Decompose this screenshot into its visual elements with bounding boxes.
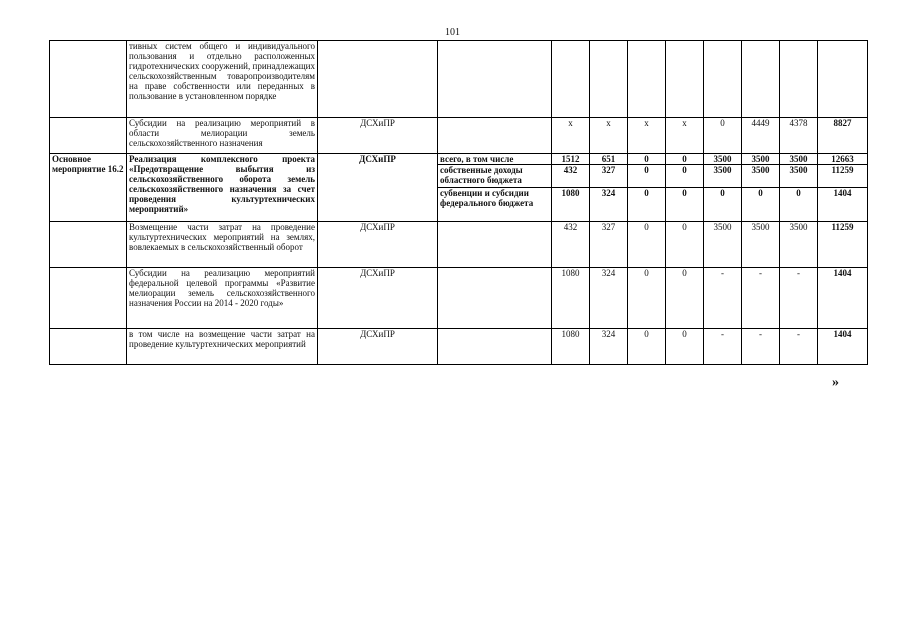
cell-value: -: [780, 329, 818, 365]
cell-executor: ДСХиПР: [318, 222, 438, 268]
cell-value: 4449: [742, 118, 780, 154]
page-number: 101: [445, 27, 460, 38]
cell-value: 3500: [780, 222, 818, 268]
cell-value: -: [742, 268, 780, 329]
cell-value: 432: [552, 222, 590, 268]
cell-source: [438, 118, 552, 154]
cell-source: [438, 268, 552, 329]
cell-value: -: [742, 329, 780, 365]
cell-total: 1404: [818, 188, 868, 222]
cell-value: 0: [666, 188, 704, 222]
table-row: [50, 118, 868, 154]
cell-event-code: Основное мероприятие 16.2: [50, 154, 127, 222]
cell-value: 0: [628, 188, 666, 222]
cell-value: [780, 41, 818, 118]
cell-value: 3500: [742, 222, 780, 268]
cell-value: 0: [704, 118, 742, 154]
cell-value: [552, 41, 590, 118]
cell-value: 0: [628, 329, 666, 365]
cell-event-name: Субсидии на реализацию мероприятий федеральной целевой программы «Развитие мелиорации земель сельскохозяйственного назначения России на 2014 - 2020 годы»: [127, 268, 318, 329]
cell-value: 0: [666, 165, 704, 188]
cell-source: субвенции и субсидии федерального бюджета: [438, 188, 552, 222]
cell-value: х: [666, 118, 704, 154]
cell-value: [628, 41, 666, 118]
cell-value: 3500: [780, 154, 818, 165]
cell-value: 1512: [552, 154, 590, 165]
cell-executor: ДСХиПР: [318, 118, 438, 154]
table-row: [50, 41, 868, 118]
cell-value: 327: [590, 165, 628, 188]
cell-value: 0: [666, 222, 704, 268]
cell-executor: ДСХиПР: [318, 154, 438, 222]
cell-value: 0: [666, 154, 704, 165]
cell-value: 324: [590, 329, 628, 365]
cell-executor: ДСХиПР: [318, 329, 438, 365]
cell-event-name: Реализация комплексного проекта «Предотвращение выбытия из сельскохозяйственного оборота земель сельскохозяйственного назначения за счет проведения культуртехнических мероприятий»: [127, 154, 318, 222]
program-table: [49, 40, 868, 365]
cell-value: -: [704, 268, 742, 329]
cell-executor: [318, 41, 438, 118]
cell-value: х: [590, 118, 628, 154]
cell-value: 0: [628, 222, 666, 268]
cell-event-code: [50, 118, 127, 154]
cell-value: 324: [590, 188, 628, 222]
cell-value: 432: [552, 165, 590, 188]
cell-value: 651: [590, 154, 628, 165]
cell-event-code: [50, 41, 127, 118]
cell-value: [704, 41, 742, 118]
cell-value: 1080: [552, 188, 590, 222]
cell-event-code: [50, 329, 127, 365]
cell-event-name: Возмещение части затрат на проведение культуртехнических мероприятий на землях, вовлекаемых в сельскохозяйственный оборот: [127, 222, 318, 268]
cell-total: [818, 41, 868, 118]
cell-source: собственные доходы областного бюджета: [438, 165, 552, 188]
cell-event-name: Субсидии на реализацию мероприятий в области мелиорации земель сельскохозяйственного назначения: [127, 118, 318, 154]
cell-value: 0: [628, 268, 666, 329]
cell-value: 0: [704, 188, 742, 222]
cell-total: 11259: [818, 165, 868, 188]
cell-value: х: [628, 118, 666, 154]
table-row: [50, 222, 868, 268]
cell-source: [438, 41, 552, 118]
cell-total: 11259: [818, 222, 868, 268]
cell-value: 1080: [552, 329, 590, 365]
cell-value: -: [780, 268, 818, 329]
cell-value: 3500: [780, 165, 818, 188]
cell-value: 3500: [742, 165, 780, 188]
cell-total: 1404: [818, 329, 868, 365]
cell-value: [666, 41, 704, 118]
cell-value: -: [704, 329, 742, 365]
cell-source: всего, в том числе: [438, 154, 552, 165]
table-row: [50, 329, 868, 365]
closing-quote-mark: »: [832, 375, 839, 390]
cell-event-code: [50, 222, 127, 268]
cell-value: х: [552, 118, 590, 154]
cell-value: 324: [590, 268, 628, 329]
cell-total: 12663: [818, 154, 868, 165]
cell-event-name: в том числе на возмещение части затрат на проведение культуртехнических мероприятий: [127, 329, 318, 365]
cell-event-code: [50, 268, 127, 329]
cell-value: 0: [628, 165, 666, 188]
cell-source: [438, 329, 552, 365]
table-row: [50, 154, 868, 165]
cell-value: 0: [780, 188, 818, 222]
cell-value: 1080: [552, 268, 590, 329]
cell-value: 4378: [780, 118, 818, 154]
cell-value: 3500: [704, 154, 742, 165]
table-row: [50, 268, 868, 329]
cell-value: [742, 41, 780, 118]
cell-value: 327: [590, 222, 628, 268]
cell-value: 0: [742, 188, 780, 222]
cell-value: 0: [666, 329, 704, 365]
cell-source: [438, 222, 552, 268]
cell-value: 3500: [704, 165, 742, 188]
cell-event-name: тивных систем общего и индивидуального пользования и отдельно расположенных гидротехнических сооружений, принадлежащих сельскохозяйственным товаропроизводителям на праве собственности или переданных в пользование в установленном порядке: [127, 41, 318, 118]
cell-executor: ДСХиПР: [318, 268, 438, 329]
cell-value: 0: [628, 154, 666, 165]
cell-value: 0: [666, 268, 704, 329]
cell-total: 1404: [818, 268, 868, 329]
cell-value: 3500: [704, 222, 742, 268]
cell-total: 8827: [818, 118, 868, 154]
cell-value: [590, 41, 628, 118]
cell-value: 3500: [742, 154, 780, 165]
